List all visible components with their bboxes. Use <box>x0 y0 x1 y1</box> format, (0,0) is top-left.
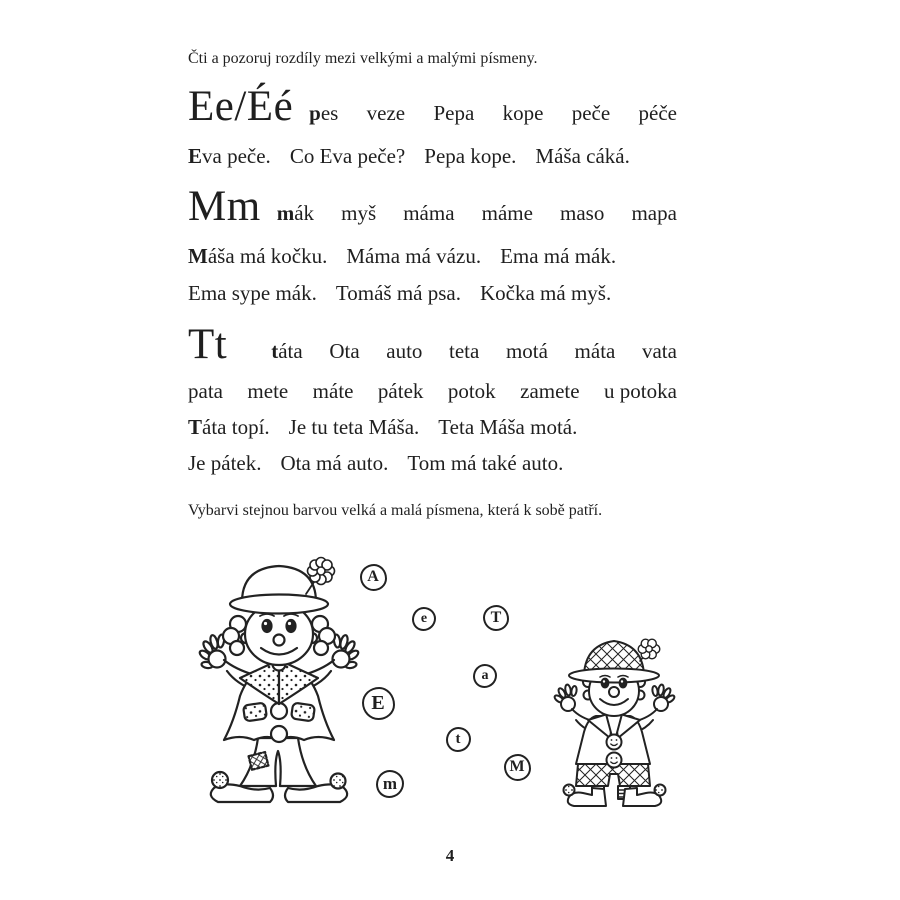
letter-pair-heading: Mm <box>188 183 261 230</box>
word: máma <box>403 201 455 225</box>
word: zamete <box>520 379 580 403</box>
sentence: Eva peče. <box>188 144 271 168</box>
big-clown-illustration <box>194 556 364 811</box>
word: veze <box>366 101 406 125</box>
word: máta <box>574 339 616 363</box>
letter-pair-heading: Ee/Éé <box>188 83 294 130</box>
word: vata <box>641 339 677 363</box>
letter-ball-M: M <box>504 754 531 781</box>
word: péče <box>638 101 677 125</box>
word: u potoka <box>604 379 677 403</box>
sentence: Tom má také auto. <box>407 451 564 475</box>
word: maso <box>560 201 605 225</box>
word: Ota <box>329 339 360 363</box>
word: táta <box>271 339 303 363</box>
word: máte <box>312 379 354 403</box>
page-number: 4 <box>445 846 455 865</box>
word: mák <box>276 201 315 225</box>
letter-ball-E: E <box>362 687 395 720</box>
word: auto <box>386 339 423 363</box>
word: potok <box>447 379 496 403</box>
word: teta <box>449 339 480 363</box>
letter-ball-t: t <box>446 727 471 752</box>
letter-ball-e: e <box>412 607 436 631</box>
sentence: Co Eva peče? <box>289 144 406 168</box>
word: motá <box>505 339 548 363</box>
sentence: Máša cáká. <box>535 144 630 168</box>
letter-pair-heading: Tt <box>188 321 228 368</box>
letter-ball-T: T <box>483 605 509 631</box>
sentence: Máma má vázu. <box>346 244 482 268</box>
letter-ball-a: a <box>473 664 497 688</box>
sentence: Ema sype mák. <box>188 281 317 305</box>
sentence: Táta topí. <box>188 415 270 439</box>
sentence: Pepa kope. <box>424 144 517 168</box>
sentence: Máša má kočku. <box>188 244 328 268</box>
word: pátek <box>377 379 424 403</box>
word: máme <box>481 201 533 225</box>
word: pes <box>309 101 339 125</box>
sentence: Je tu teta Máša. <box>288 415 420 439</box>
small-clown-illustration <box>552 632 677 807</box>
sentence: Ota má auto. <box>280 451 389 475</box>
word: pata <box>188 379 223 403</box>
word: mapa <box>631 201 677 225</box>
instruction-top: Čti a pozoruj rozdíly mezi velkými a malými písmeny. <box>188 50 538 67</box>
word: peče <box>571 101 611 125</box>
sentence: Teta Máša motá. <box>438 415 578 439</box>
sentence: Je pátek. <box>188 451 262 475</box>
letter-ball-A: A <box>360 564 387 591</box>
word: myš <box>341 201 377 225</box>
sentence: Tomáš má psa. <box>335 281 461 305</box>
sentence: Ema má mák. <box>500 244 617 268</box>
letter-ball-m: m <box>376 770 404 798</box>
word: kope <box>502 101 544 125</box>
instruction-bottom: Vybarvi stejnou barvou velká a malá písmena, která k sobě patří. <box>188 502 603 519</box>
word: mete <box>247 379 289 403</box>
sentence: Kočka má myš. <box>479 281 612 305</box>
word: Pepa <box>433 101 475 125</box>
